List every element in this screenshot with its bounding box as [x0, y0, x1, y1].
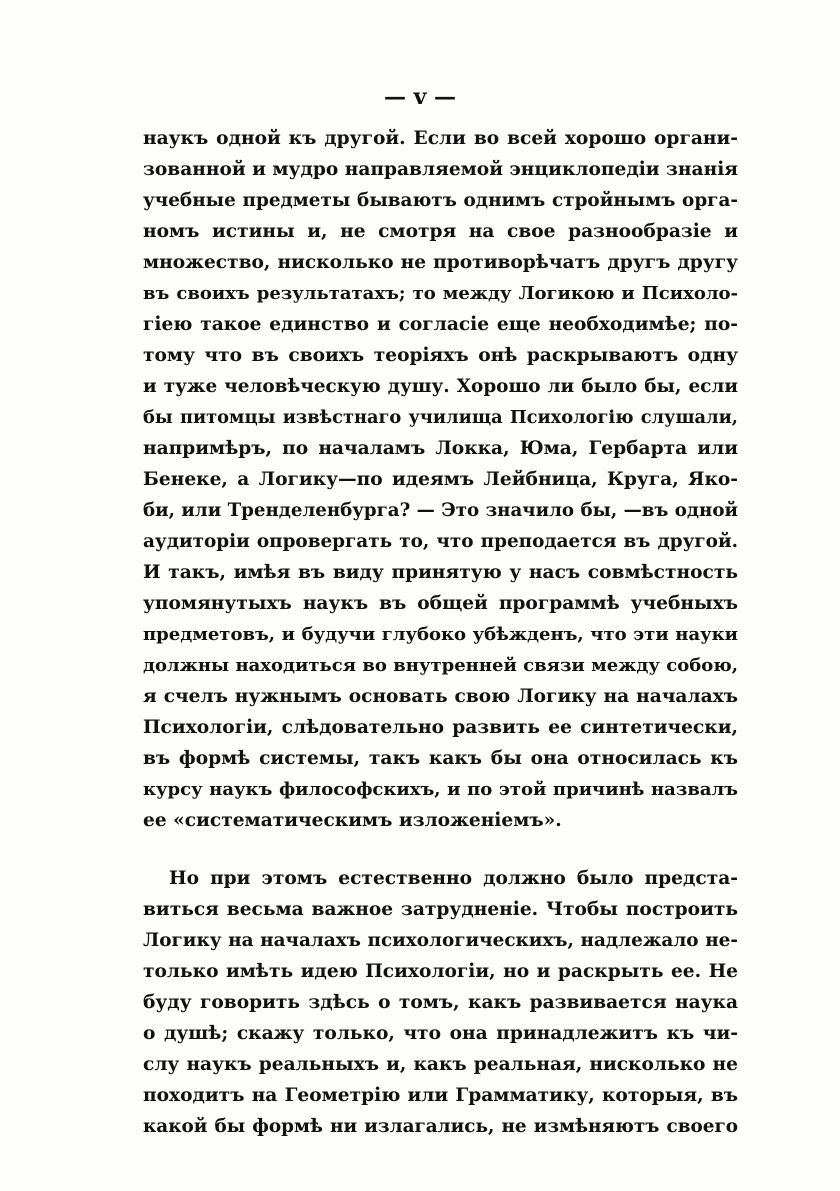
text-line: въ своихъ результатахъ; то между Логикою и Психоло- [143, 283, 738, 304]
text-line: и туже человѣческую душу. Хорошо ли было бы, если [143, 376, 738, 397]
text-line: И такъ, имѣя въ виду принятую у насъ совмѣстность [143, 562, 738, 583]
text-line: аудиторіи опровергать то, что преподается въ другой. [143, 531, 738, 552]
text-line: упомянутыхъ наукъ въ общей программѣ учебныхъ [143, 593, 738, 614]
text-line: курсу наукъ философскихъ, и по этой причинѣ назвалъ [143, 779, 738, 800]
text-line: ее «систематическимъ изложеніемъ». [143, 810, 562, 831]
text-line: какой бы формѣ ни излагались, не измѣняютъ своего [143, 1116, 738, 1137]
text-line: напримѣръ, по началамъ Локка, Юма, Гербарта или [143, 438, 738, 459]
text-line: Но при этомъ естественно должно было предста- [169, 868, 738, 889]
text-line: виться весьма важное затрудненіе. Чтобы построить [143, 899, 738, 920]
text-line: буду говорить здѣсь о томъ, какъ развивается наука [143, 992, 738, 1013]
paragraph-1 [143, 123, 738, 836]
text-line: номъ истины и, не смотря на свое разнообразіе и [143, 221, 738, 242]
text-line: наукъ одной къ другой. Если во всей хорошо органи- [143, 128, 738, 149]
text-line: Логику на началахъ психологическихъ, надлежало не- [143, 930, 738, 951]
text-line: походитъ на Геометрію или Грамматику, которыя, въ [143, 1085, 738, 1106]
text-line: множество, нисколько не противорѣчатъ другъ другу [143, 252, 738, 273]
text-line: Бенеке, а Логику—по идеямъ Лейбница, Круга, Яко- [143, 469, 738, 490]
text-line: о душѣ; скажу только, что она принадлежитъ къ чи- [143, 1023, 738, 1044]
body-text [143, 123, 738, 1142]
text-line: слу наукъ реальныхъ и, какъ реальная, нисколько не [143, 1054, 738, 1075]
text-line: тому что въ своихъ теоріяхъ онѣ раскрываютъ одну [143, 345, 738, 366]
text-line: Психологіи, слѣдовательно развить ее синтетически, [143, 717, 738, 738]
text-line: я счелъ нужнымъ основать свою Логику на началахъ [143, 686, 738, 707]
text-line: би, или Тренделенбурга? — Это значило бы, —въ одной [143, 500, 738, 521]
text-line: предметовъ, и будучи глубоко убѣжденъ, что эти науки [143, 624, 738, 645]
paragraph-2 [143, 863, 738, 1142]
paragraph-gap [143, 836, 738, 863]
page-number: — v — [383, 84, 457, 110]
text-line: учебные предметы бываютъ однимъ стройнымъ орга- [143, 190, 738, 211]
text-line: въ формѣ системы, такъ какъ бы она относилась къ [143, 748, 738, 769]
text-line: гіею такое единство и согласіе еще необходимѣе; по- [143, 314, 738, 335]
text-line: только имѣть идею Психологіи, но и раскрыть ее. Не [143, 961, 738, 982]
text-line: зованной и мудро направляемой энциклопедіи знанія [143, 159, 738, 180]
text-line: бы питомцы извѣстнаго училища Психологію слушали, [143, 407, 738, 428]
text-line: должны находиться во внутренней связи между собою, [143, 655, 738, 676]
